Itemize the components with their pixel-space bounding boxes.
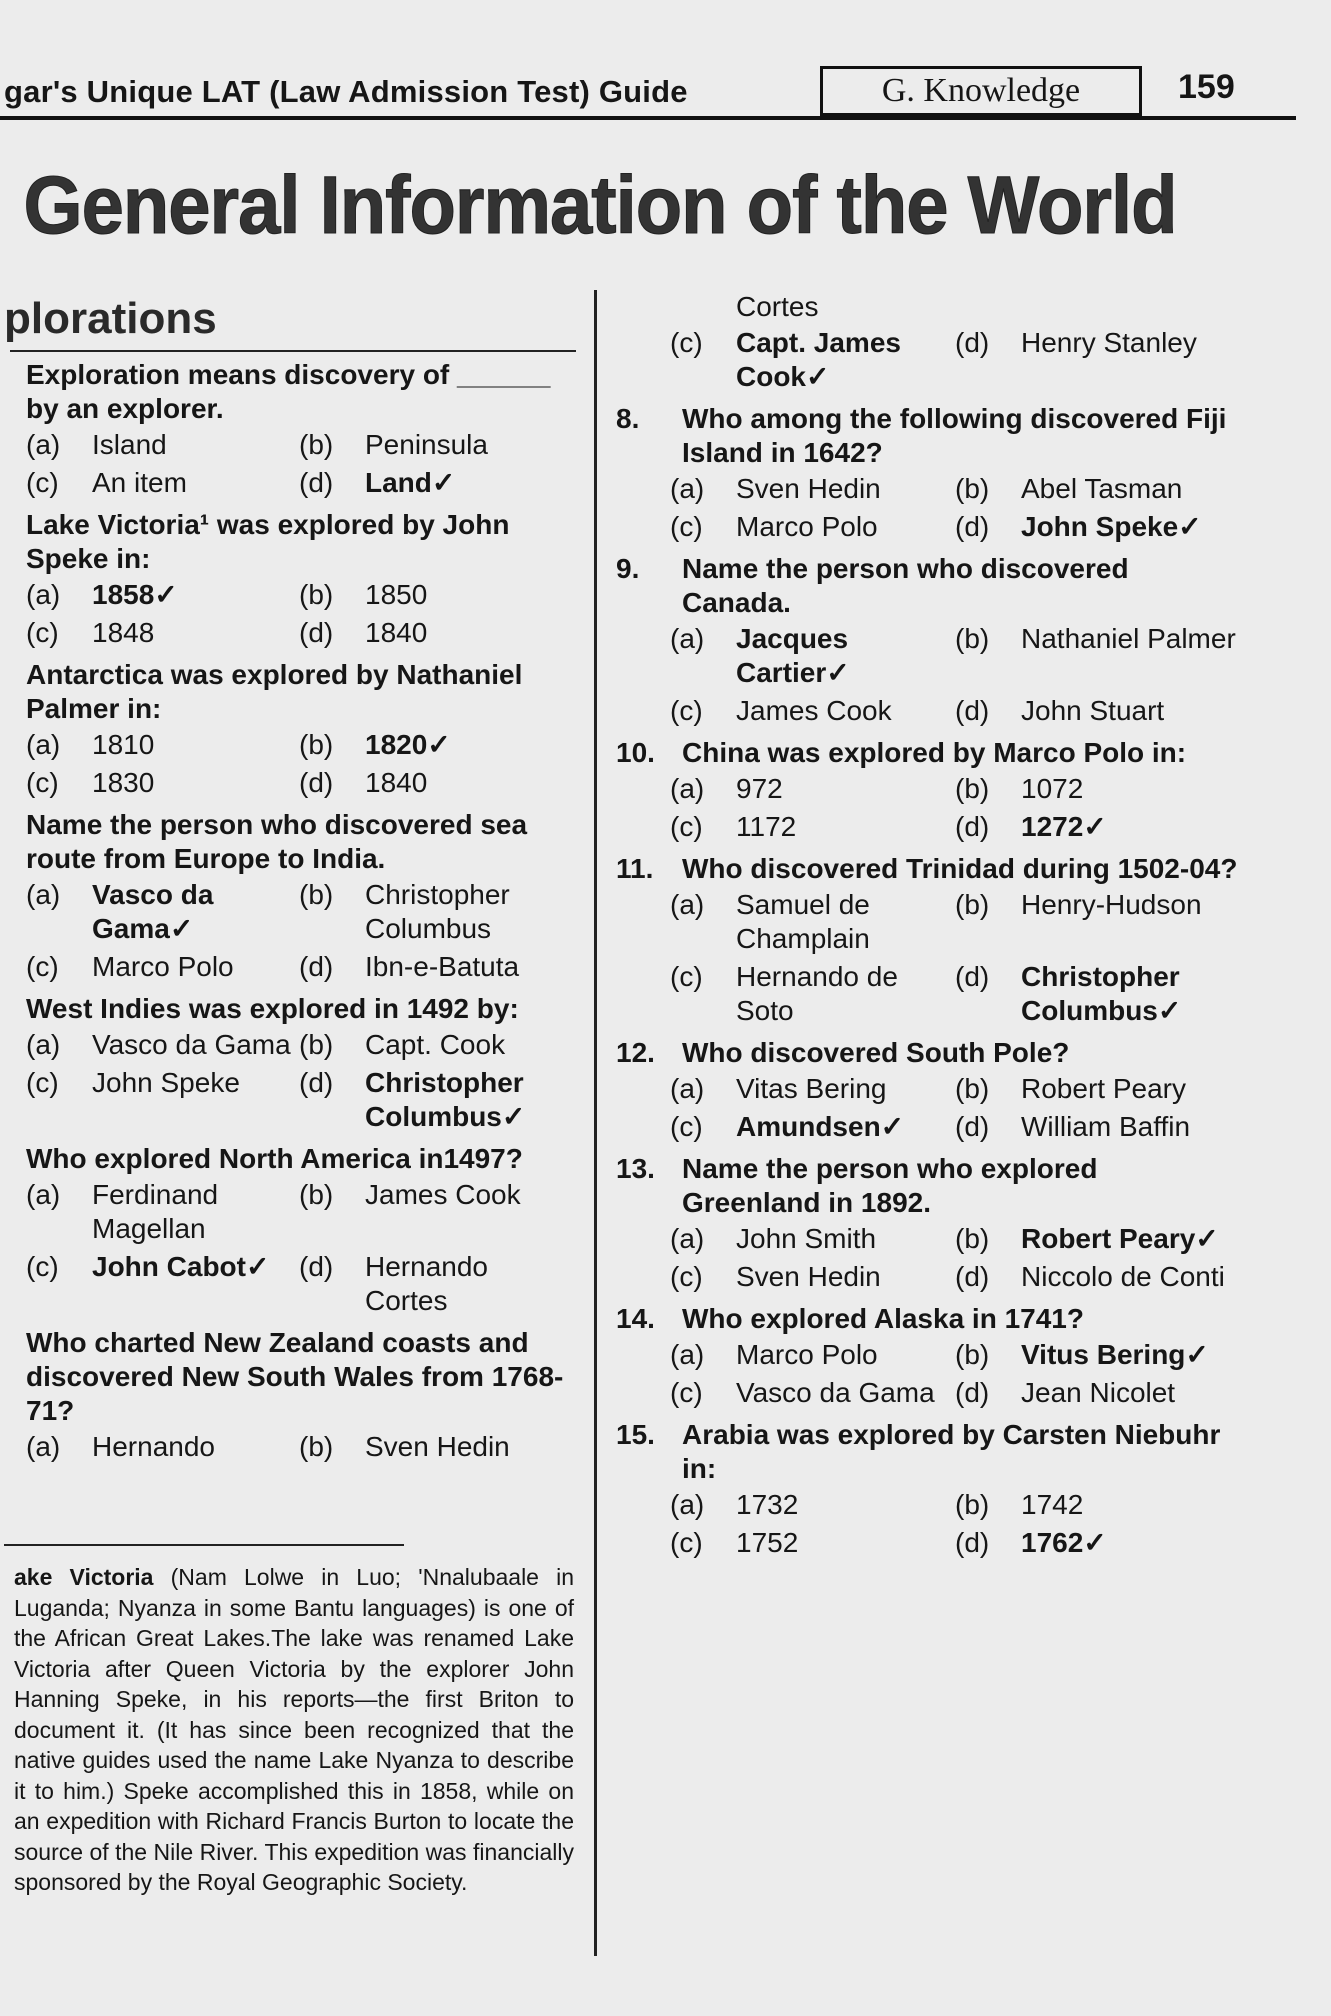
question-text: Who discovered Trinidad during 1502-04?: [682, 853, 1238, 884]
answer-option: [299, 1250, 572, 1318]
question-item: [616, 402, 1240, 548]
option-key: (a): [670, 1339, 705, 1370]
question-item: [616, 1418, 1240, 1564]
option-text: Christopher Columbus✓: [1021, 961, 1182, 1026]
question-text-row: [26, 1326, 572, 1428]
option-text: Hernando Cortes: [365, 1251, 488, 1316]
options-grid: [26, 1178, 572, 1322]
answer-option: [299, 728, 572, 762]
option-key: (b): [299, 1431, 334, 1462]
question-item: [26, 1142, 572, 1322]
option-text: Sven Hedin: [736, 473, 881, 504]
option-text: Henry Stanley: [1021, 327, 1197, 358]
answer-option: [670, 1110, 955, 1144]
answer-option: [26, 950, 299, 984]
answer-option: [670, 960, 955, 1028]
option-key: (a): [26, 729, 61, 760]
option-text: John Speke✓: [1021, 511, 1202, 542]
option-key: (c): [26, 951, 59, 982]
answer-option: [26, 1028, 299, 1062]
option-text: Nathaniel Palmer: [1021, 623, 1236, 654]
option-text: Hernando: [92, 1431, 215, 1462]
option-key: (c): [670, 1527, 703, 1558]
right-column: [616, 290, 1240, 1568]
option-key: (d): [955, 1527, 990, 1558]
option-text: Vitas Bering: [736, 1073, 887, 1104]
book-title: gar's Unique LAT (Law Admission Test) Guide: [4, 74, 688, 109]
question-text: Who explored North America in1497?: [26, 1143, 523, 1174]
question-item: [616, 852, 1240, 1032]
option-key: (a): [26, 1431, 61, 1462]
option-text: James Cook: [365, 1179, 521, 1210]
question-text: Who discovered South Pole?: [682, 1037, 1070, 1068]
option-key: (c): [26, 1067, 59, 1098]
answer-option: [299, 950, 572, 984]
option-key: (d): [955, 511, 990, 542]
question-item: [616, 736, 1240, 848]
options-grid: [616, 472, 1240, 548]
question-text: Arabia was explored by Carsten Niebuhr in:: [682, 1419, 1221, 1484]
answer-option: [670, 1260, 955, 1294]
option-key: (a): [26, 429, 61, 460]
option-text: John Stuart: [1021, 695, 1165, 726]
option-key: (a): [26, 1179, 61, 1210]
option-key: (a): [26, 879, 61, 910]
question-item: [26, 508, 572, 654]
question-text-row: [616, 552, 1240, 620]
answer-option: [955, 326, 1240, 394]
option-text: John Smith: [736, 1223, 877, 1254]
answer-option: [670, 1488, 955, 1522]
header-rule: [0, 116, 1296, 120]
option-text: 972: [736, 773, 783, 804]
question-number: 9.: [616, 553, 640, 584]
answer-option: [670, 1376, 955, 1410]
option-text: Vasco da Gama✓: [92, 879, 214, 944]
continued-line: Cortes: [736, 291, 819, 322]
option-text: Island: [92, 429, 167, 460]
answer-option: [670, 1222, 955, 1256]
question-text-row: [616, 1152, 1240, 1220]
option-text: Robert Peary✓: [1021, 1223, 1219, 1254]
option-text: Henry-Hudson: [1021, 889, 1202, 920]
question-text-row: [616, 1418, 1240, 1486]
answer-option: [670, 1338, 955, 1372]
question-item: [616, 552, 1240, 732]
footnote-term: ake Victoria: [14, 1564, 154, 1590]
question-number: 11.: [616, 853, 654, 884]
option-key: (b): [299, 1179, 334, 1210]
option-text: Christopher Columbus✓: [365, 1067, 526, 1132]
answer-option: [955, 1110, 1240, 1144]
option-text: Vasco da Gama: [92, 1029, 291, 1060]
option-key: (a): [670, 773, 705, 804]
footnote-rule: [4, 1544, 404, 1546]
answer-option: [670, 472, 955, 506]
section-rule: [10, 350, 576, 352]
options-grid: [26, 728, 572, 804]
answer-option: [299, 766, 572, 800]
option-key: (c): [26, 467, 59, 498]
option-key: (d): [299, 767, 334, 798]
answer-option: [299, 1430, 572, 1464]
option-text: 1172: [736, 811, 797, 842]
option-text: Amundsen✓: [736, 1111, 905, 1142]
question-text-row: [26, 1142, 572, 1176]
option-key: (d): [955, 695, 990, 726]
options-grid: [616, 888, 1240, 1032]
footnote: [14, 1562, 574, 1898]
option-key: (c): [26, 767, 59, 798]
option-text: 1820✓: [365, 729, 451, 760]
options-grid: [26, 428, 572, 504]
answer-option: [955, 1222, 1240, 1256]
options-grid: [616, 772, 1240, 848]
footnote-text: (Nam Lolwe in Luo; 'Nnalubaale in Luganda; Nyanza in some Bantu languages) is one of the African Great Lakes.The lake was renamed Lake Victoria after Queen Victoria by the explorer John Hanning Speke, in his reports—the first Briton to document it. (It has since been recognized that the native guides used the name Lake Nyanza to describe it to him.) Speke accomplished this in 1858, while on an expedition with Richard Francis Burton to locate the source of the Nile River. This expedition was financially sponsored by the Royal Geographic Society.: [14, 1564, 575, 1895]
option-text: 1858✓: [92, 579, 178, 610]
option-text: Marco Polo: [92, 951, 234, 982]
question-item: [26, 808, 572, 988]
question-text-row: [26, 358, 572, 426]
option-key: (c): [670, 961, 703, 992]
question-text-row: [616, 1036, 1240, 1070]
option-key: (b): [299, 1029, 334, 1060]
question-item: [616, 1152, 1240, 1298]
question-item: [616, 1302, 1240, 1414]
option-text: 1072: [1021, 773, 1084, 804]
answer-option: [955, 1526, 1240, 1560]
options-grid: [616, 1338, 1240, 1414]
answer-option: [670, 810, 955, 844]
option-key: (c): [670, 1377, 703, 1408]
answer-option: [670, 1526, 955, 1560]
answer-option: [26, 878, 299, 946]
option-key: (b): [299, 579, 334, 610]
question-text: Who explored Alaska in 1741?: [682, 1303, 1084, 1334]
question-item: [26, 658, 572, 804]
answer-option: [955, 694, 1240, 728]
question-text: Who charted New Zealand coasts and discovered New South Wales from 1768-71?: [26, 1327, 564, 1426]
answer-option: [26, 1430, 299, 1464]
option-text: Land✓: [365, 467, 456, 498]
question-text: Antarctica was explored by Nathaniel Palmer in:: [26, 659, 523, 724]
answer-option: [955, 1488, 1240, 1522]
question-text-row: [26, 992, 572, 1026]
option-text: Samuel de Champlain: [736, 889, 870, 954]
answer-option: [670, 772, 955, 806]
option-text: Peninsula: [365, 429, 488, 460]
answer-option: [26, 766, 299, 800]
answer-option: [670, 888, 955, 956]
answer-option: [955, 510, 1240, 544]
question-number: 15.: [616, 1419, 655, 1450]
option-key: (c): [26, 1251, 59, 1282]
answer-option: [955, 1072, 1240, 1106]
answer-option: [26, 616, 299, 650]
answer-option: [26, 1250, 299, 1318]
option-key: (b): [955, 1489, 990, 1520]
option-key: (a): [670, 1489, 705, 1520]
right-questions: [616, 402, 1240, 1564]
options-grid: [616, 622, 1240, 732]
option-key: (c): [670, 327, 703, 358]
answer-option: [26, 428, 299, 462]
option-key: (a): [26, 1029, 61, 1060]
answer-option: [955, 772, 1240, 806]
answer-option: [26, 728, 299, 762]
answer-option: [670, 326, 955, 394]
question-number: 13.: [616, 1153, 655, 1184]
question-number: 12.: [616, 1037, 655, 1068]
option-text: 1848: [92, 617, 155, 648]
answer-option: [26, 1178, 299, 1246]
option-text: Jacques Cartier✓: [736, 623, 850, 688]
option-text: Sven Hedin: [365, 1431, 510, 1462]
answer-option: [670, 622, 955, 690]
question-number: 10.: [616, 737, 655, 768]
subject-box: G. Knowledge: [820, 66, 1142, 116]
option-text: William Baffin: [1021, 1111, 1191, 1142]
page-number: 159: [1178, 68, 1235, 106]
option-key: (b): [299, 729, 334, 760]
option-key: (d): [299, 467, 334, 498]
option-text: Vitus Bering✓: [1021, 1339, 1209, 1370]
answer-option: [299, 428, 572, 462]
option-text: John Cabot✓: [92, 1251, 270, 1282]
option-text: 1840: [365, 617, 428, 648]
question-text: Who among the following discovered Fiji Island in 1642?: [682, 403, 1227, 468]
option-key: (d): [955, 961, 990, 992]
question-item: [26, 1326, 572, 1468]
question-item: [616, 1036, 1240, 1148]
option-key: (a): [670, 623, 705, 654]
option-text: Ferdinand Magellan: [92, 1179, 219, 1244]
answer-option: [299, 616, 572, 650]
section-heading: plorations: [4, 294, 217, 343]
question-text-row: [26, 508, 572, 576]
question-text: Exploration means discovery of ______ by an explorer.: [26, 359, 551, 424]
option-key: (d): [955, 1377, 990, 1408]
options-grid: [616, 1072, 1240, 1148]
options-grid: [616, 1222, 1240, 1298]
answer-option: [299, 466, 572, 500]
option-key: (c): [670, 1111, 703, 1142]
option-key: (c): [670, 811, 703, 842]
question-text: China was explored by Marco Polo in:: [682, 737, 1187, 768]
option-key: (d): [955, 327, 990, 358]
question-number: 14.: [616, 1303, 655, 1334]
option-text: 1732: [736, 1489, 799, 1520]
option-text: Marco Polo: [736, 511, 878, 542]
answer-option: [955, 888, 1240, 956]
running-header: [0, 62, 1300, 122]
option-text: John Speke: [92, 1067, 240, 1098]
question-text: Name the person who explored Greenland in 1892.: [682, 1153, 1098, 1218]
question-text-row: [26, 808, 572, 876]
options-grid: [26, 578, 572, 654]
options-grid: [26, 878, 572, 988]
question-text: West Indies was explored in 1492 by:: [26, 993, 519, 1024]
answer-option: [955, 1260, 1240, 1294]
option-key: (a): [670, 889, 705, 920]
answer-option: [670, 510, 955, 544]
option-text: Vasco da Gama: [736, 1377, 935, 1408]
option-key: (c): [670, 695, 703, 726]
option-text: 1840: [365, 767, 428, 798]
column-divider: [594, 290, 597, 1956]
answer-option: [955, 960, 1240, 1028]
option-text: Christopher Columbus: [365, 879, 510, 944]
question-text-row: [616, 1302, 1240, 1336]
option-text: James Cook: [736, 695, 892, 726]
option-text: Marco Polo: [736, 1339, 878, 1370]
option-key: (d): [299, 617, 334, 648]
option-text: 1810: [92, 729, 155, 760]
question-text: Name the person who discovered sea route from Europe to India.: [26, 809, 528, 874]
question-text-row: [616, 736, 1240, 770]
answer-option: [26, 1066, 299, 1134]
option-key: (b): [955, 1073, 990, 1104]
option-text: 1850: [365, 579, 428, 610]
option-text: 1762✓: [1021, 1527, 1107, 1558]
option-key: (b): [955, 1223, 990, 1254]
option-key: (a): [670, 1223, 705, 1254]
answer-option: [955, 622, 1240, 690]
option-key: (d): [955, 1261, 990, 1292]
answer-option: [955, 810, 1240, 844]
answer-option: [299, 1178, 572, 1246]
option-key: (a): [26, 579, 61, 610]
option-text: Niccolo de Conti: [1021, 1261, 1225, 1292]
answer-option: [955, 472, 1240, 506]
option-key: (c): [26, 617, 59, 648]
answer-option: [26, 578, 299, 612]
option-text: Hernando de Soto: [736, 961, 898, 1026]
option-key: (d): [955, 811, 990, 842]
question-text-row: [616, 852, 1240, 886]
answer-option: [299, 1066, 572, 1134]
answer-option: [955, 1376, 1240, 1410]
option-key: (b): [955, 889, 990, 920]
option-key: (d): [299, 1067, 334, 1098]
options-grid: [26, 1430, 572, 1468]
option-key: (d): [955, 1111, 990, 1142]
option-key: (b): [299, 429, 334, 460]
option-key: (a): [670, 1073, 705, 1104]
option-text: 1830: [92, 767, 155, 798]
page-title: General Information of the World: [23, 159, 1177, 252]
option-text: Sven Hedin: [736, 1261, 881, 1292]
option-key: (d): [299, 1251, 334, 1282]
option-key: (b): [955, 1339, 990, 1370]
left-column: [26, 358, 572, 1472]
option-key: (d): [299, 951, 334, 982]
question-number: 8.: [616, 403, 640, 434]
option-text: An item: [92, 467, 187, 498]
option-key: (b): [955, 473, 990, 504]
answer-option: [299, 878, 572, 946]
option-key: (c): [670, 1261, 703, 1292]
option-key: (b): [955, 773, 990, 804]
answer-option: [299, 1028, 572, 1062]
question-text-row: [26, 658, 572, 726]
option-text: Abel Tasman: [1021, 473, 1183, 504]
answer-option: [26, 466, 299, 500]
answer-option: [299, 578, 572, 612]
continued-options: [616, 326, 1240, 398]
options-grid: [616, 1488, 1240, 1564]
option-text: Jean Nicolet: [1021, 1377, 1176, 1408]
option-text: 1752: [736, 1527, 799, 1558]
question-text: Lake Victoria¹ was explored by John Speke in:: [26, 509, 510, 574]
option-key: (a): [670, 473, 705, 504]
option-key: (b): [299, 879, 334, 910]
option-text: Ibn-e-Batuta: [365, 951, 520, 982]
option-text: 1272✓: [1021, 811, 1107, 842]
answer-option: [670, 1072, 955, 1106]
options-grid: [26, 1028, 572, 1138]
question-item: [26, 358, 572, 504]
option-text: Robert Peary: [1021, 1073, 1186, 1104]
question-text-row: [616, 402, 1240, 470]
option-text: Capt. Cook: [365, 1029, 506, 1060]
option-key: (b): [955, 623, 990, 654]
option-text: 1742: [1021, 1489, 1084, 1520]
answer-option: [670, 694, 955, 728]
answer-option: [955, 1338, 1240, 1372]
option-text: Capt. James Cook✓: [736, 327, 901, 392]
option-key: (c): [670, 511, 703, 542]
question-item: [26, 992, 572, 1138]
question-text: Name the person who discovered Canada.: [682, 553, 1129, 618]
